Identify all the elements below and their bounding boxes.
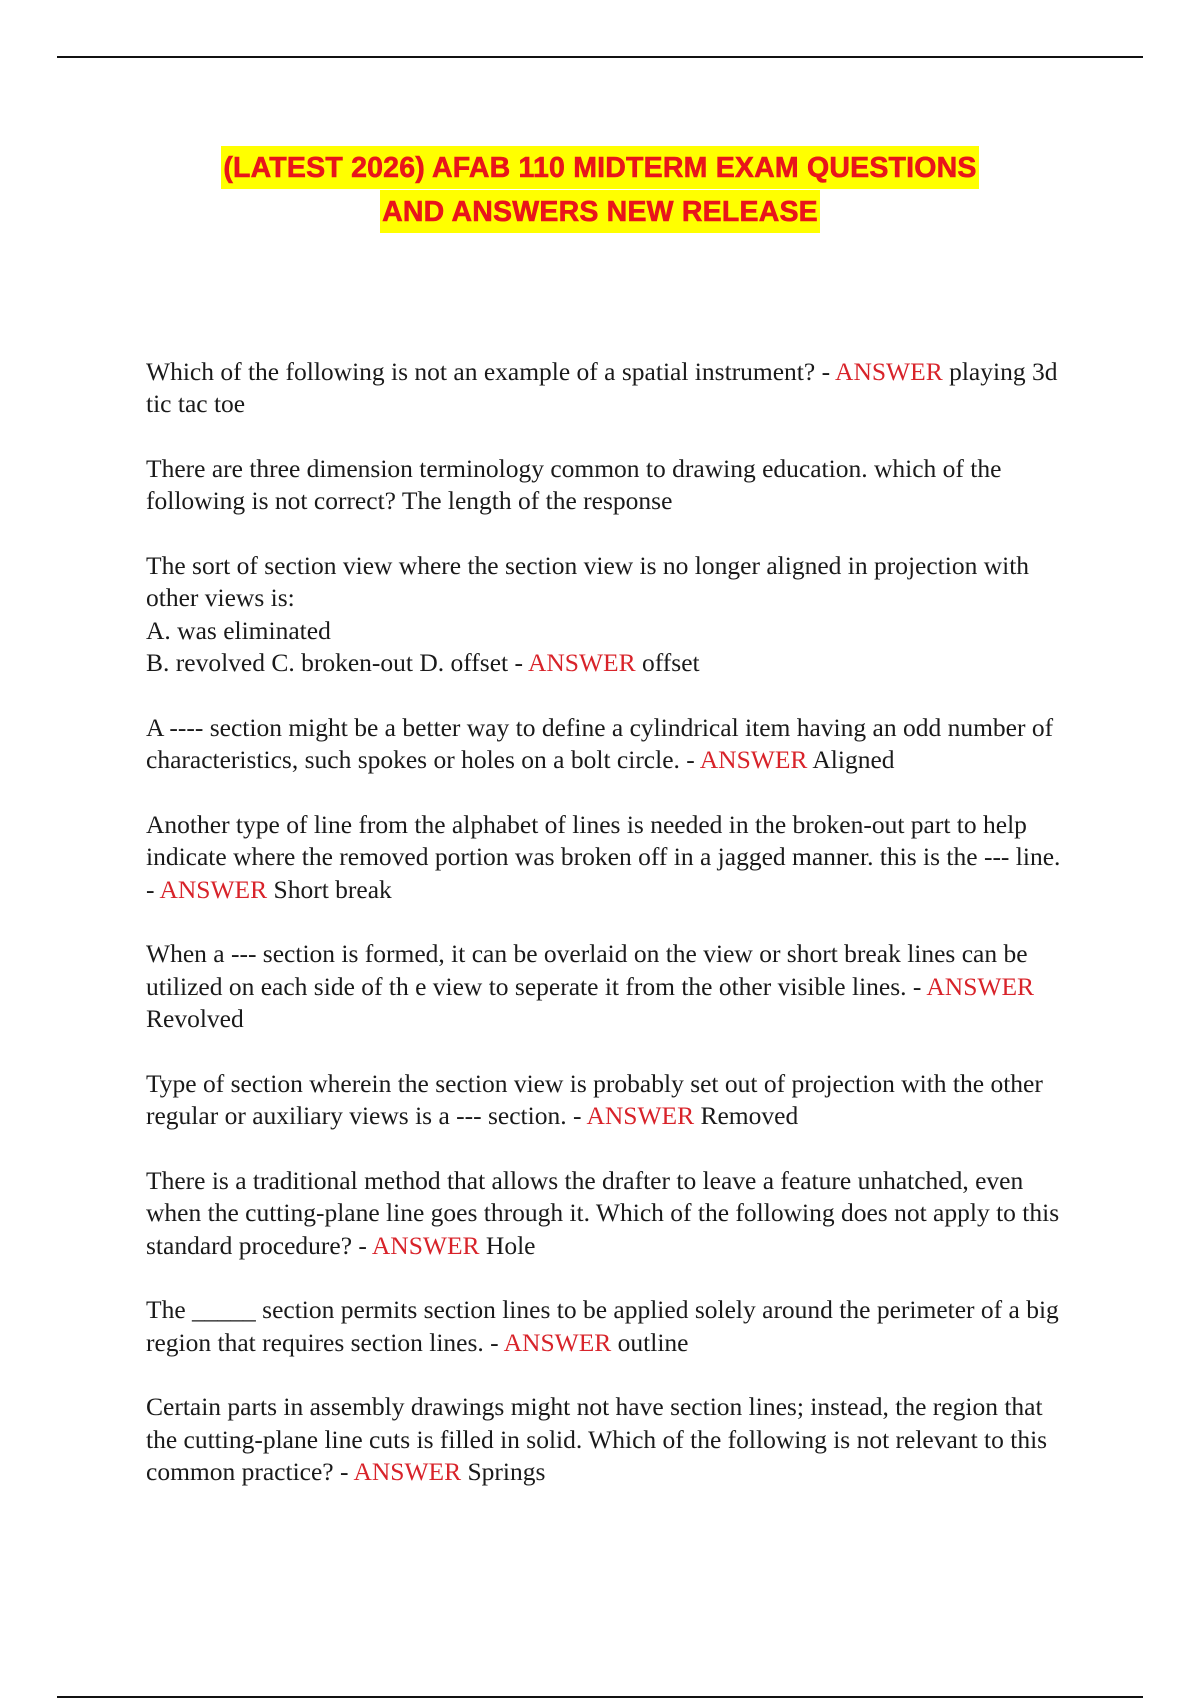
bottom-rule — [57, 1696, 1143, 1698]
question-text: There is a traditional method that allows the drafter to leave a feature unhatched, even when the cutting-plane line goes through it. Which of the following does not apply to this standard procedure? - — [146, 1165, 1060, 1260]
qa-item — [146, 1165, 1066, 1263]
title-line-2: AND ANSWERS NEW RELEASE — [380, 190, 820, 233]
answer-text: Revolved — [146, 1004, 244, 1033]
answer-label: ANSWER — [353, 1457, 462, 1486]
question-text: A ---- section might be a better way to define a cylindrical item having an odd number of characteristics, such spokes or holes on a bolt circle. - — [146, 712, 1054, 774]
answer-label: ANSWER — [159, 874, 268, 904]
qa-item — [146, 938, 1066, 1036]
answer-text: Short break — [267, 874, 392, 904]
top-rule — [57, 56, 1143, 58]
answer-label: ANSWER — [503, 1327, 612, 1357]
qa-item — [146, 712, 1066, 777]
qa-item — [146, 453, 1066, 518]
answer-label: ANSWER — [586, 1101, 695, 1130]
title-line-1: (LATEST 2026) AFAB 110 MIDTERM EXAM QUESTIONS — [221, 146, 978, 189]
answer-text: outline — [611, 1327, 689, 1357]
answer-label: ANSWER — [527, 648, 636, 677]
question-text: There are three dimension terminology common to drawing education. which of the following is not correct? The length of the response — [146, 453, 1002, 515]
answer-text: Hole — [479, 1230, 536, 1260]
qa-item — [146, 356, 1066, 421]
answer-text: Removed — [694, 1101, 799, 1130]
qa-item — [146, 550, 1066, 680]
question-text: When a --- section is formed, it can be overlaid on the view or short break lines can be utilized on each side of th e view to seperate it from the other visible lines. - — [146, 939, 1028, 1001]
question-text: Which of the following is not an example of a spatial instrument? - — [146, 356, 836, 386]
question-text: Another type of line from the alphabet of lines is needed in the broken-out part to help indicate where the removed portion was broken off in a jagged manner. this is the --- line. - — [146, 809, 1061, 904]
answer-text: offset — [635, 648, 700, 677]
answer-text: Springs — [461, 1457, 546, 1486]
answer-text: playing 3d tic tac toe — [146, 356, 1058, 418]
answer-label: ANSWER — [926, 971, 1035, 1001]
question-list — [146, 330, 1066, 1521]
qa-item — [146, 809, 1066, 907]
answer-text: Aligned — [807, 745, 895, 774]
qa-item — [146, 1391, 1066, 1489]
question-text: The _____ section permits section lines to be applied solely around the perimeter of a big region that requires section lines. - — [146, 1295, 1059, 1357]
question-text: Certain parts in assembly drawings might not have section lines; instead, the region that the cutting-plane line cuts is filled in solid. Which of the following is not relevant to this common practice? - — [146, 1392, 1048, 1486]
qa-item — [146, 1068, 1066, 1133]
document-title — [0, 146, 1200, 234]
question-text: Type of section wherein the section view is probably set out of projection with the other regular or auxiliary views is a --- section. - — [146, 1068, 1043, 1130]
qa-item — [146, 1294, 1066, 1359]
answer-label: ANSWER — [371, 1230, 480, 1260]
answer-label: ANSWER — [699, 745, 808, 774]
question-text: The sort of section view where the section view is no longer aligned in projection with other views is: A. was eliminated B. revolved C. broken-out D. offset - — [146, 550, 1030, 677]
answer-label: ANSWER — [835, 356, 943, 386]
